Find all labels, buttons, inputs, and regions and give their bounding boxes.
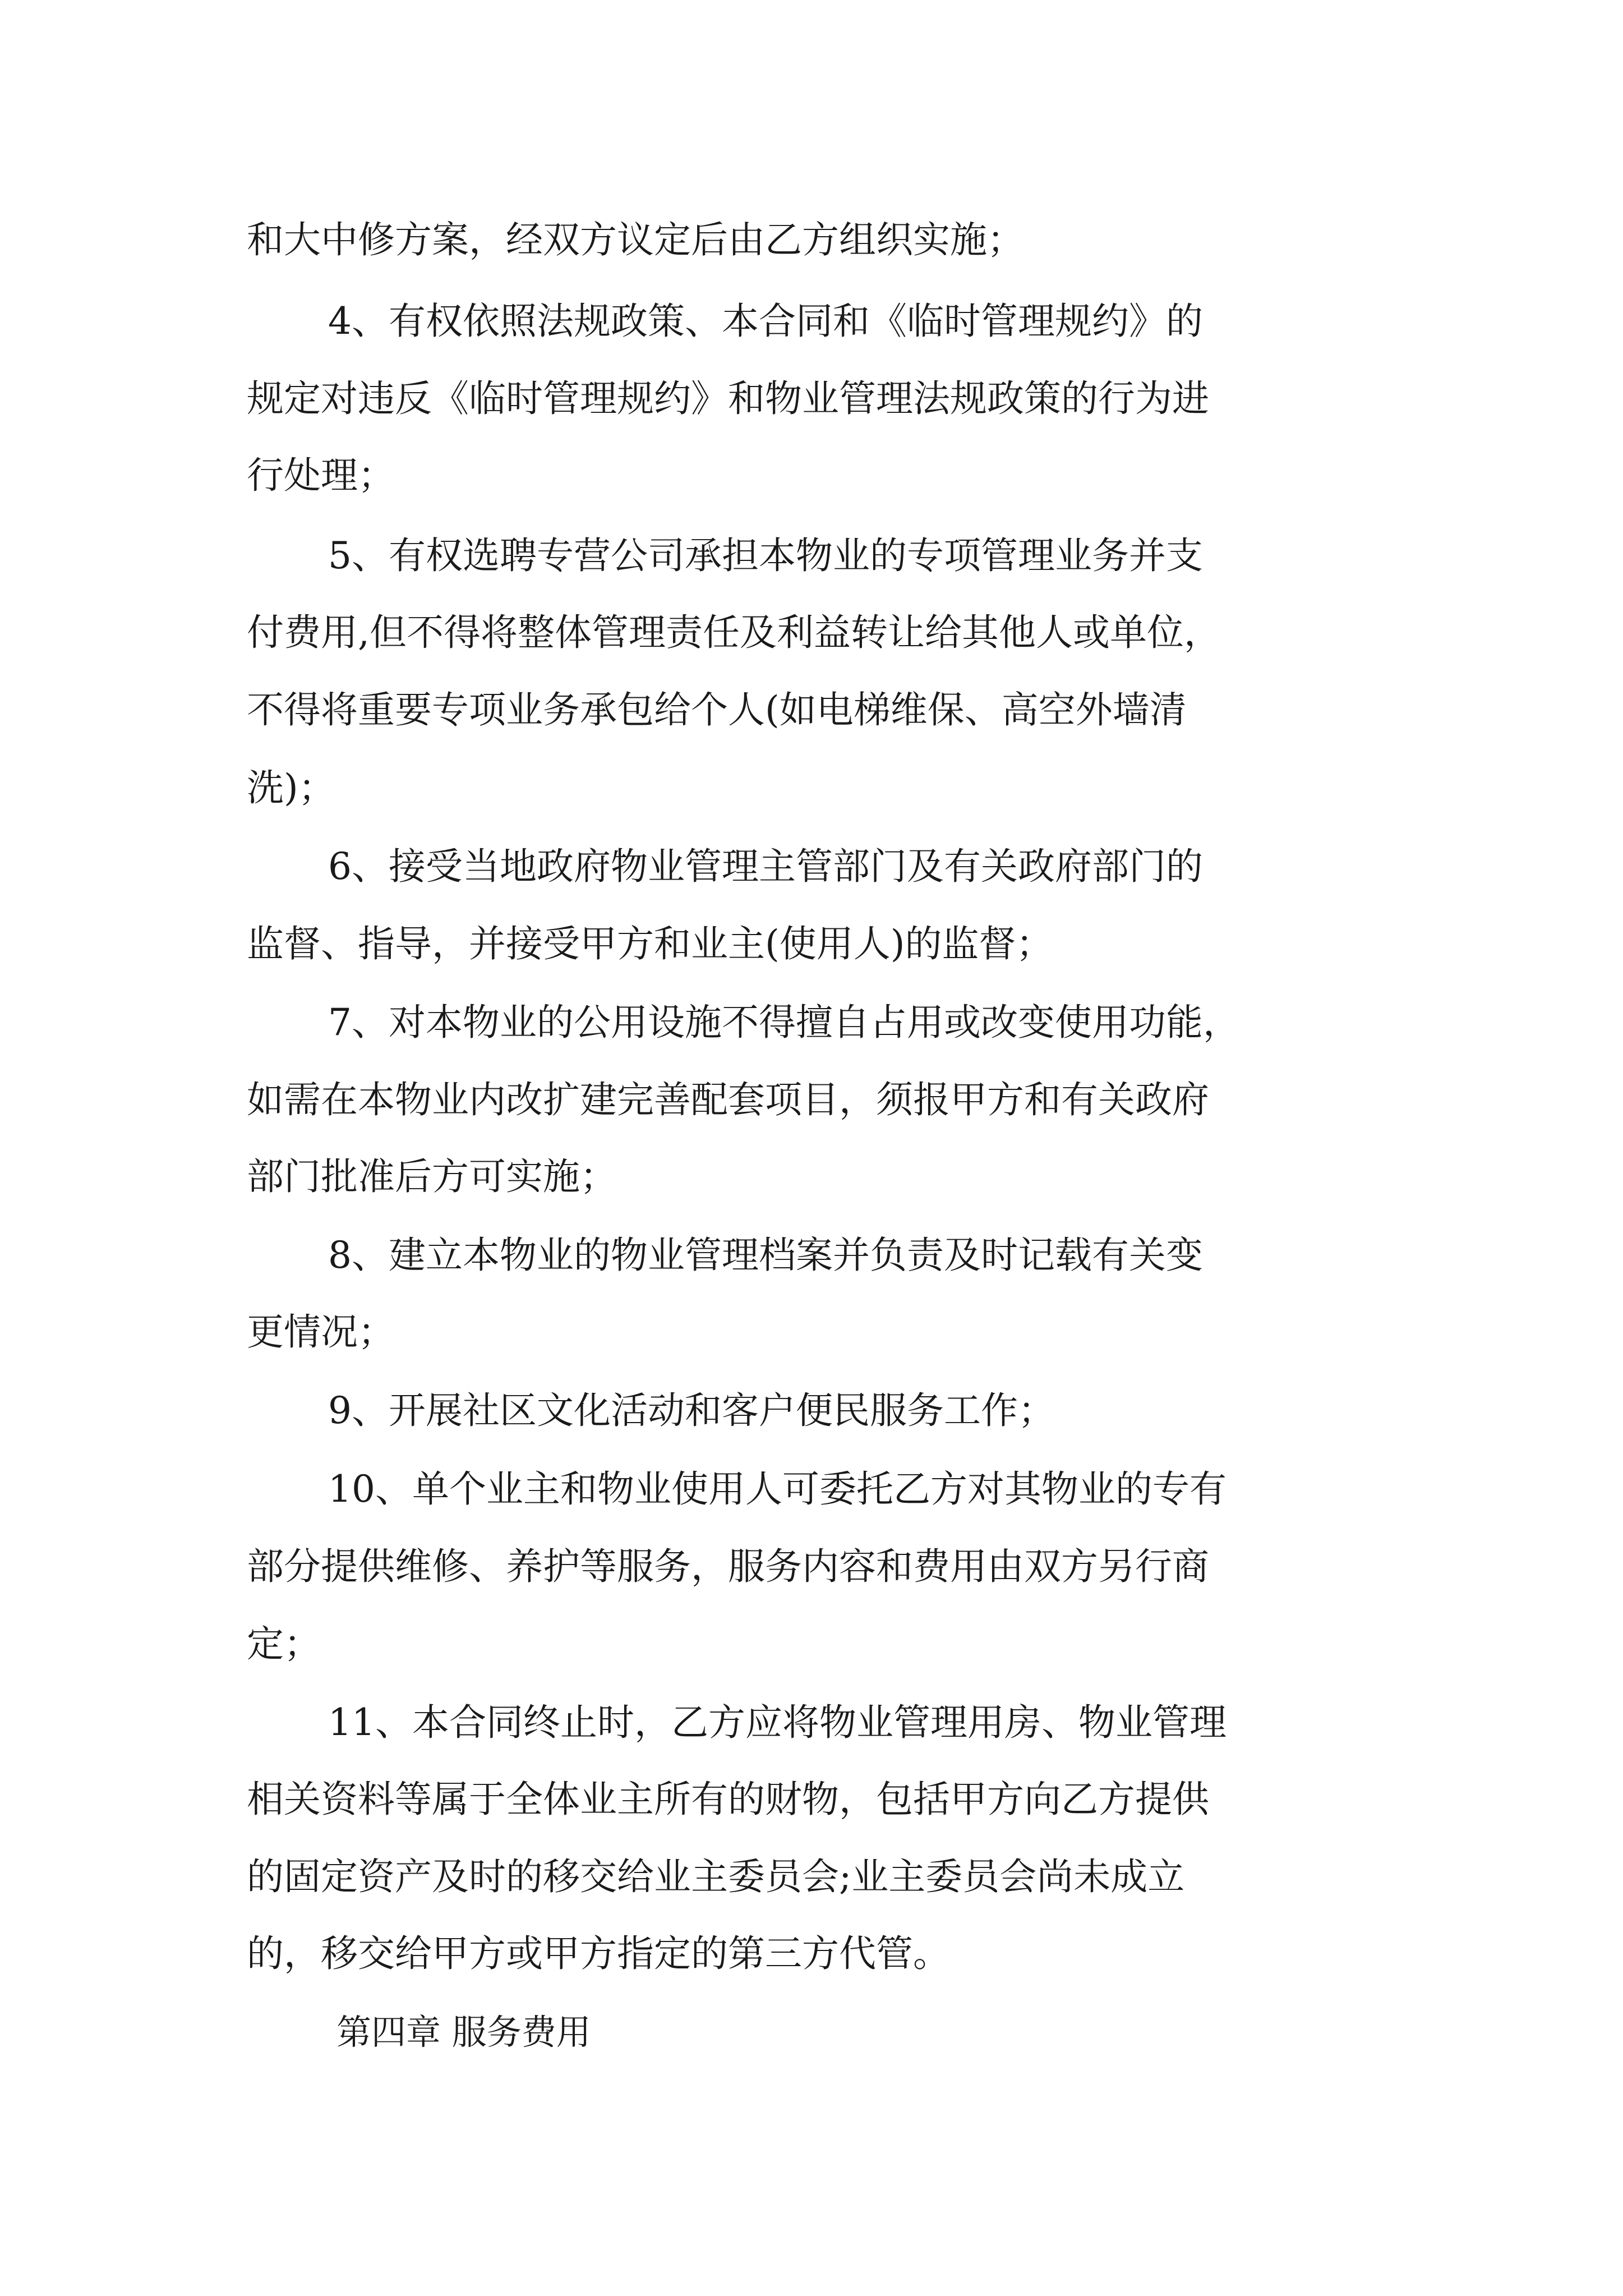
chapter-heading: 第四章 服务费用 — [336, 2012, 591, 2053]
text-line-15: 更情况； — [247, 1310, 395, 1354]
text-line-9: 6、接受当地政府物业管理主管部门及有关政府部门的 — [328, 845, 1203, 888]
text-line-1: 和大中修方案，经双方议定后由乙方组织实施； — [247, 218, 1024, 261]
text-line-23: 的，移交给甲方或甲方指定的第三方代管。 — [247, 1932, 950, 1975]
text-line-6: 付费用,但不得将整体管理责任及利益转让给其他人或单位， — [247, 611, 1221, 654]
text-line-16: 9、开展社区文化活动和客户便民服务工作； — [328, 1389, 1055, 1432]
text-line-13: 部门批准后方可实施； — [247, 1155, 617, 1198]
text-line-22: 的固定资产及时的移交给业主委员会;业主委员会尚未成立 — [247, 1855, 1185, 1898]
text-line-18: 部分提供维修、养护等服务，服务内容和费用由双方另行商 — [247, 1545, 1209, 1588]
text-line-20: 11、本合同终止时，乙方应将物业管理用房、物业管理 — [328, 1701, 1227, 1744]
text-line-12: 如需在本物业内改扩建完善配套项目，须报甲方和有关政府 — [247, 1078, 1209, 1121]
text-line-17: 10、单个业主和物业使用人可委托乙方对其物业的专有 — [328, 1467, 1227, 1511]
text-line-4: 行处理； — [247, 454, 395, 497]
text-line-19: 定； — [247, 1622, 321, 1665]
text-line-2: 4、有权依照法规政策、本合同和《临时管理规约》的 — [328, 300, 1203, 343]
text-line-3: 规定对违反《临时管理规约》和物业管理法规政策的行为进 — [247, 377, 1209, 420]
text-line-8: 洗)； — [247, 766, 335, 809]
text-line-10: 监督、指导，并接受甲方和业主(使用人)的监督； — [247, 922, 1053, 965]
text-line-14: 8、建立本物业的物业管理档案并负责及时记载有关变 — [328, 1234, 1203, 1277]
text-line-11: 7、对本物业的公用设施不得擅自占用或改变使用功能， — [328, 1001, 1240, 1044]
text-line-5: 5、有权选聘专营公司承担本物业的专项管理业务并支 — [328, 534, 1203, 577]
text-line-21: 相关资料等属于全体业主所有的财物，包括甲方向乙方提供 — [247, 1778, 1209, 1821]
text-line-7: 不得将重要专项业务承包给个人(如电梯维保、高空外墙清 — [247, 688, 1187, 731]
